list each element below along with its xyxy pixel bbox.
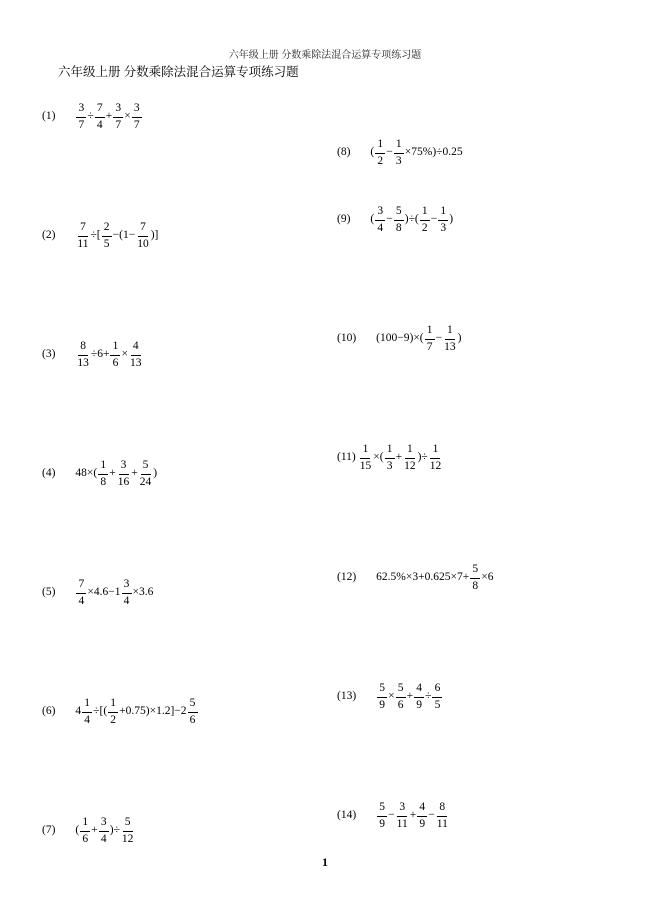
denominator: 4 [84, 713, 91, 726]
problem-number: (12) [337, 571, 357, 584]
denominator: 3 [395, 154, 402, 167]
operator-text: ÷6+ [90, 348, 110, 361]
operator-text: )] [150, 229, 159, 242]
numerator: 1 [98, 460, 108, 475]
operator-text: ÷[( [93, 705, 108, 718]
operator-text: − [386, 213, 393, 226]
problem-5 [42, 579, 153, 607]
expression [376, 564, 493, 592]
denominator: 12 [121, 832, 134, 845]
denominator: 8 [395, 221, 402, 234]
problem-number: (13) [337, 690, 357, 703]
denominator: 4 [96, 118, 103, 131]
fraction [121, 817, 135, 845]
fraction [117, 460, 131, 488]
numerator: 1 [375, 139, 385, 154]
fraction [95, 103, 105, 131]
expression [75, 341, 143, 369]
expression [370, 139, 462, 167]
fraction [375, 139, 385, 167]
operator-text: +0.75)×1.2]−2 [119, 705, 187, 718]
fraction [76, 341, 90, 369]
operator-text: )÷ [417, 451, 428, 464]
fraction [375, 206, 385, 234]
problem-14 [337, 802, 450, 830]
problem-number: (2) [42, 229, 56, 242]
problem-10 [337, 325, 461, 353]
denominator: 2 [377, 154, 384, 167]
operator-text: ) [153, 467, 158, 480]
operator-text: 62.5%×3+0.625×7+ [376, 571, 470, 584]
fraction [129, 341, 143, 369]
fraction [132, 103, 142, 131]
numerator: 1 [360, 444, 370, 459]
denominator: 6 [189, 713, 196, 726]
problem-6 [42, 698, 199, 726]
fraction [99, 817, 109, 845]
fraction [76, 103, 86, 131]
denominator: 24 [139, 475, 152, 488]
problem-number: (1) [42, 110, 56, 123]
fraction [425, 325, 435, 353]
numerator: 8 [78, 341, 88, 356]
fraction [403, 444, 417, 472]
expression [370, 206, 453, 234]
denominator: 15 [359, 459, 372, 472]
numerator: 5 [377, 802, 387, 817]
numerator: 3 [375, 206, 385, 221]
operator-text: × [388, 690, 395, 703]
fraction [82, 698, 92, 726]
numerator: 1 [430, 444, 440, 459]
denominator: 7 [78, 118, 85, 131]
operator-text: ÷[ [90, 229, 101, 242]
operator-text: ( [370, 213, 375, 226]
expression [75, 579, 153, 607]
numerator: 7 [78, 222, 88, 237]
expression [376, 683, 443, 711]
expression [376, 802, 450, 830]
expression [358, 444, 443, 472]
problem-1 [42, 103, 143, 131]
problem-4 [42, 460, 157, 488]
operator-text: (100−9)×( [376, 332, 424, 345]
fraction [417, 802, 427, 830]
denominator: 7 [133, 118, 140, 131]
operator-text: ×4.6−1 [87, 586, 121, 599]
numerator: 1 [80, 817, 90, 832]
problem-number: (14) [337, 809, 357, 822]
denominator: 11 [396, 817, 408, 830]
operator-text: − [388, 809, 395, 822]
operator-text: + [105, 110, 113, 123]
operator-text: − [428, 809, 435, 822]
fraction [414, 683, 424, 711]
operator-text: −(1− [112, 229, 136, 242]
problem-8 [337, 139, 463, 167]
problem-3 [42, 341, 143, 369]
problem-number: (8) [337, 146, 351, 159]
numerator: 5 [377, 683, 387, 698]
denominator: 2 [421, 221, 428, 234]
operator-text: ×6 [481, 571, 494, 584]
denominator: 5 [103, 237, 110, 250]
denominator: 4 [78, 594, 85, 607]
fraction [139, 460, 153, 488]
numerator: 1 [438, 206, 448, 221]
expression [75, 698, 198, 726]
numerator: 8 [437, 802, 447, 817]
denominator: 6 [112, 356, 119, 369]
fraction [429, 444, 443, 472]
numerator: 4 [417, 802, 427, 817]
denominator: 9 [379, 817, 386, 830]
numerator: 1 [405, 444, 415, 459]
problem-2 [42, 222, 158, 250]
fraction [470, 564, 480, 592]
problem-number: (9) [337, 213, 351, 226]
operator-text: )÷( [404, 213, 419, 226]
numerator: 7 [138, 222, 148, 237]
denominator: 13 [129, 356, 142, 369]
numerator: 2 [102, 222, 112, 237]
expression [75, 817, 135, 845]
expression [376, 325, 461, 353]
numerator: 1 [420, 206, 430, 221]
fraction [108, 698, 118, 726]
numerator: 1 [445, 325, 455, 340]
operator-text: ÷ [425, 690, 432, 703]
page-number: 1 [322, 855, 328, 869]
expression [75, 222, 158, 250]
numerator: 5 [394, 206, 404, 221]
numerator: 6 [432, 683, 442, 698]
denominator: 4 [123, 594, 130, 607]
problem-number: (3) [42, 348, 56, 361]
operator-text: + [395, 451, 403, 464]
numerator: 3 [99, 817, 109, 832]
denominator: 8 [100, 475, 107, 488]
fraction [420, 206, 430, 234]
denominator: 8 [472, 579, 479, 592]
problem-number: (5) [42, 586, 56, 599]
denominator: 12 [404, 459, 416, 472]
numerator: 5 [396, 683, 406, 698]
fraction [113, 103, 123, 131]
denominator: 5 [434, 698, 441, 711]
numerator: 5 [123, 817, 133, 832]
operator-text: − [435, 332, 443, 345]
operator-text: )÷ [109, 824, 120, 837]
fraction [396, 683, 406, 711]
denominator: 4 [100, 832, 107, 845]
fraction [394, 206, 404, 234]
numerator: 4 [131, 341, 141, 356]
numerator: 3 [397, 802, 407, 817]
fraction [385, 444, 395, 472]
denominator: 6 [397, 698, 404, 711]
denominator: 13 [444, 340, 456, 353]
numerator: 1 [108, 698, 118, 713]
fraction [394, 139, 404, 167]
operator-text: + [91, 824, 98, 837]
fraction [443, 325, 457, 353]
denominator: 3 [440, 221, 447, 234]
operator-text: × [124, 110, 131, 123]
fraction [396, 802, 409, 830]
numerator: 3 [76, 103, 86, 118]
fraction [122, 579, 132, 607]
denominator: 3 [386, 459, 393, 472]
fraction [102, 222, 112, 250]
denominator: 9 [416, 698, 423, 711]
operator-text: 48×( [75, 467, 98, 480]
operator-text: ( [370, 146, 375, 159]
numerator: 7 [95, 103, 105, 118]
fraction [76, 222, 89, 250]
numerator: 5 [188, 698, 198, 713]
denominator: 11 [436, 817, 448, 830]
operator-text: ×( [373, 451, 384, 464]
numerator: 3 [132, 103, 142, 118]
worksheet-title: 六年级上册 分数乘除法混合运算专项练习题 [58, 65, 299, 79]
numerator: 1 [385, 444, 395, 459]
denominator: 7 [115, 118, 122, 131]
denominator: 7 [426, 340, 433, 353]
fraction [377, 683, 387, 711]
denominator: 9 [419, 817, 426, 830]
numerator: 1 [394, 139, 404, 154]
operator-text: ( [75, 824, 80, 837]
denominator: 6 [82, 832, 89, 845]
operator-text: ÷ [87, 110, 94, 123]
numerator: 3 [113, 103, 123, 118]
fraction [436, 802, 449, 830]
numerator: 3 [119, 460, 129, 475]
denominator: 11 [77, 237, 89, 250]
numerator: 1 [110, 341, 120, 356]
expression [75, 103, 142, 131]
fraction [359, 444, 373, 472]
numerator: 5 [470, 564, 480, 579]
numerator: 7 [76, 579, 86, 594]
fraction [188, 698, 198, 726]
fraction [377, 802, 387, 830]
operator-text: + [131, 467, 138, 480]
operator-text: + [409, 809, 417, 822]
numerator: 1 [82, 698, 92, 713]
denominator: 13 [77, 356, 89, 369]
operator-text: ×3.6 [132, 586, 154, 599]
denominator: 16 [117, 475, 130, 488]
fraction [110, 341, 120, 369]
problem-number: (7) [42, 824, 56, 837]
problem-13 [337, 683, 443, 711]
fraction [136, 222, 150, 250]
operator-text: + [406, 690, 414, 703]
fraction [98, 460, 108, 488]
operator-text: 4 [75, 705, 82, 718]
operator-text: × [121, 348, 128, 361]
numerator: 1 [425, 325, 435, 340]
denominator: 10 [137, 237, 149, 250]
expression [75, 460, 157, 488]
operator-text: + [109, 467, 116, 480]
problem-7 [42, 817, 135, 845]
problem-number: (6) [42, 705, 56, 718]
operator-text: ) [449, 213, 454, 226]
fraction [438, 206, 448, 234]
fraction [432, 683, 442, 711]
numerator: 5 [141, 460, 151, 475]
denominator: 12 [429, 459, 442, 472]
numerator: 4 [414, 683, 424, 698]
problem-12 [337, 564, 493, 592]
fraction [80, 817, 90, 845]
problem-number: (4) [42, 467, 56, 480]
operator-text: ×75%)÷0.25 [404, 146, 463, 159]
denominator: 9 [379, 698, 386, 711]
fraction [76, 579, 86, 607]
problem-number: (11) [337, 451, 356, 464]
operator-text: ) [457, 332, 462, 345]
page-header: 六年级上册 分数乘除法混合运算专项练习题 [228, 50, 422, 61]
operator-text: − [386, 146, 393, 159]
numerator: 3 [122, 579, 132, 594]
operator-text: − [430, 213, 438, 226]
denominator: 2 [110, 713, 117, 726]
denominator: 4 [377, 221, 384, 234]
problem-11 [337, 444, 443, 472]
problem-number: (10) [337, 332, 357, 345]
problem-9 [337, 206, 453, 234]
